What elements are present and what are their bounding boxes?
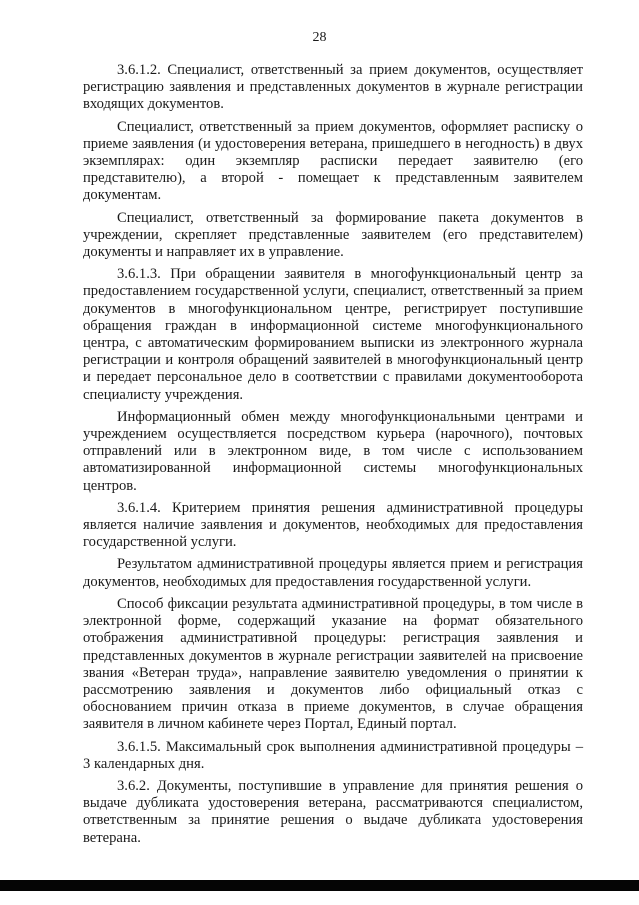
- scan-edge-bar: [0, 880, 639, 891]
- paragraph-package: Специалист, ответственный за формирование пакета документов в учреждении, скрепляет представленные заявителем (его представителем) документы и направляет их в управление.: [83, 209, 583, 261]
- paragraph-info-exchange: Информационный обмен между многофункциональными центрами и учреждением осуществляется посредством курьера (нарочного), почтовых отправлений или в электронном виде, в том числе с использованием автоматизированной информационной системы многофункциональных центров.: [83, 408, 583, 494]
- paragraph-receipt: Специалист, ответственный за прием документов, оформляет расписку о приеме заявления (и удостоверения ветерана, пришедшего в негодность) в двух экземплярах: один экземпляр расписки передает заявителю (его представителю), а второй - помещает к представленным заявителем документам.: [83, 118, 583, 204]
- paragraph-3-6-1-4: 3.6.1.4. Критерием принятия решения административной процедуры является наличие заявления и документов, необходимых для предоставления государственной услуги.: [83, 499, 583, 551]
- paragraph-result: Результатом административной процедуры является прием и регистрация документов, необходимых для предоставления государственной услуги.: [83, 556, 583, 590]
- paragraph-3-6-1-2: 3.6.1.2. Специалист, ответственный за прием документов, осуществляет регистрацию заявления и представленных документов в журнале регистрации входящих документов.: [83, 62, 583, 113]
- paragraph-fixation: Способ фиксации результата административной процедуры, в том числе в электронной форме, содержащий указание на формат обязательного отображения административной процедуры: регистрация заявления и представленных документов в журнале регистрации заявителей на присвоение звания «Ветеран труда», направление заявителю уведомления о принятии к рассмотрению заявления и документов либо официальный отказ с обоснованием причин отказа в приеме документов, в случае обращения заявителя в личном кабинете через Портал, Единый портал.: [83, 595, 583, 733]
- paragraph-3-6-1-3: 3.6.1.3. При обращении заявителя в многофункциональный центр за предоставлением государственной услуги, специалист, ответственный за прием документов в многофункциональном центре, регистрирует поступившие обращения граждан в информационной системе многофункционального центра, с автоматическим формированием выписки из электронного журнала регистрации и контроля обращений заявителей в многофункциональный центр и передает персональное дело в соответствии с правилами документооборота специалисту учреждения.: [83, 266, 583, 403]
- paragraph-3-6-2: 3.6.2. Документы, поступившие в управление для принятия решения о выдаче дубликата удостоверения ветерана, рассматриваются специалистом, ответственным за принятие решения о выдаче дубликата удостоверения ветерана.: [83, 777, 583, 846]
- page-number: 28: [312, 30, 327, 45]
- document-body: [83, 62, 583, 847]
- paragraph-3-6-1-5: 3.6.1.5. Максимальный срок выполнения административной процедуры – 3 календарных дня.: [83, 738, 583, 772]
